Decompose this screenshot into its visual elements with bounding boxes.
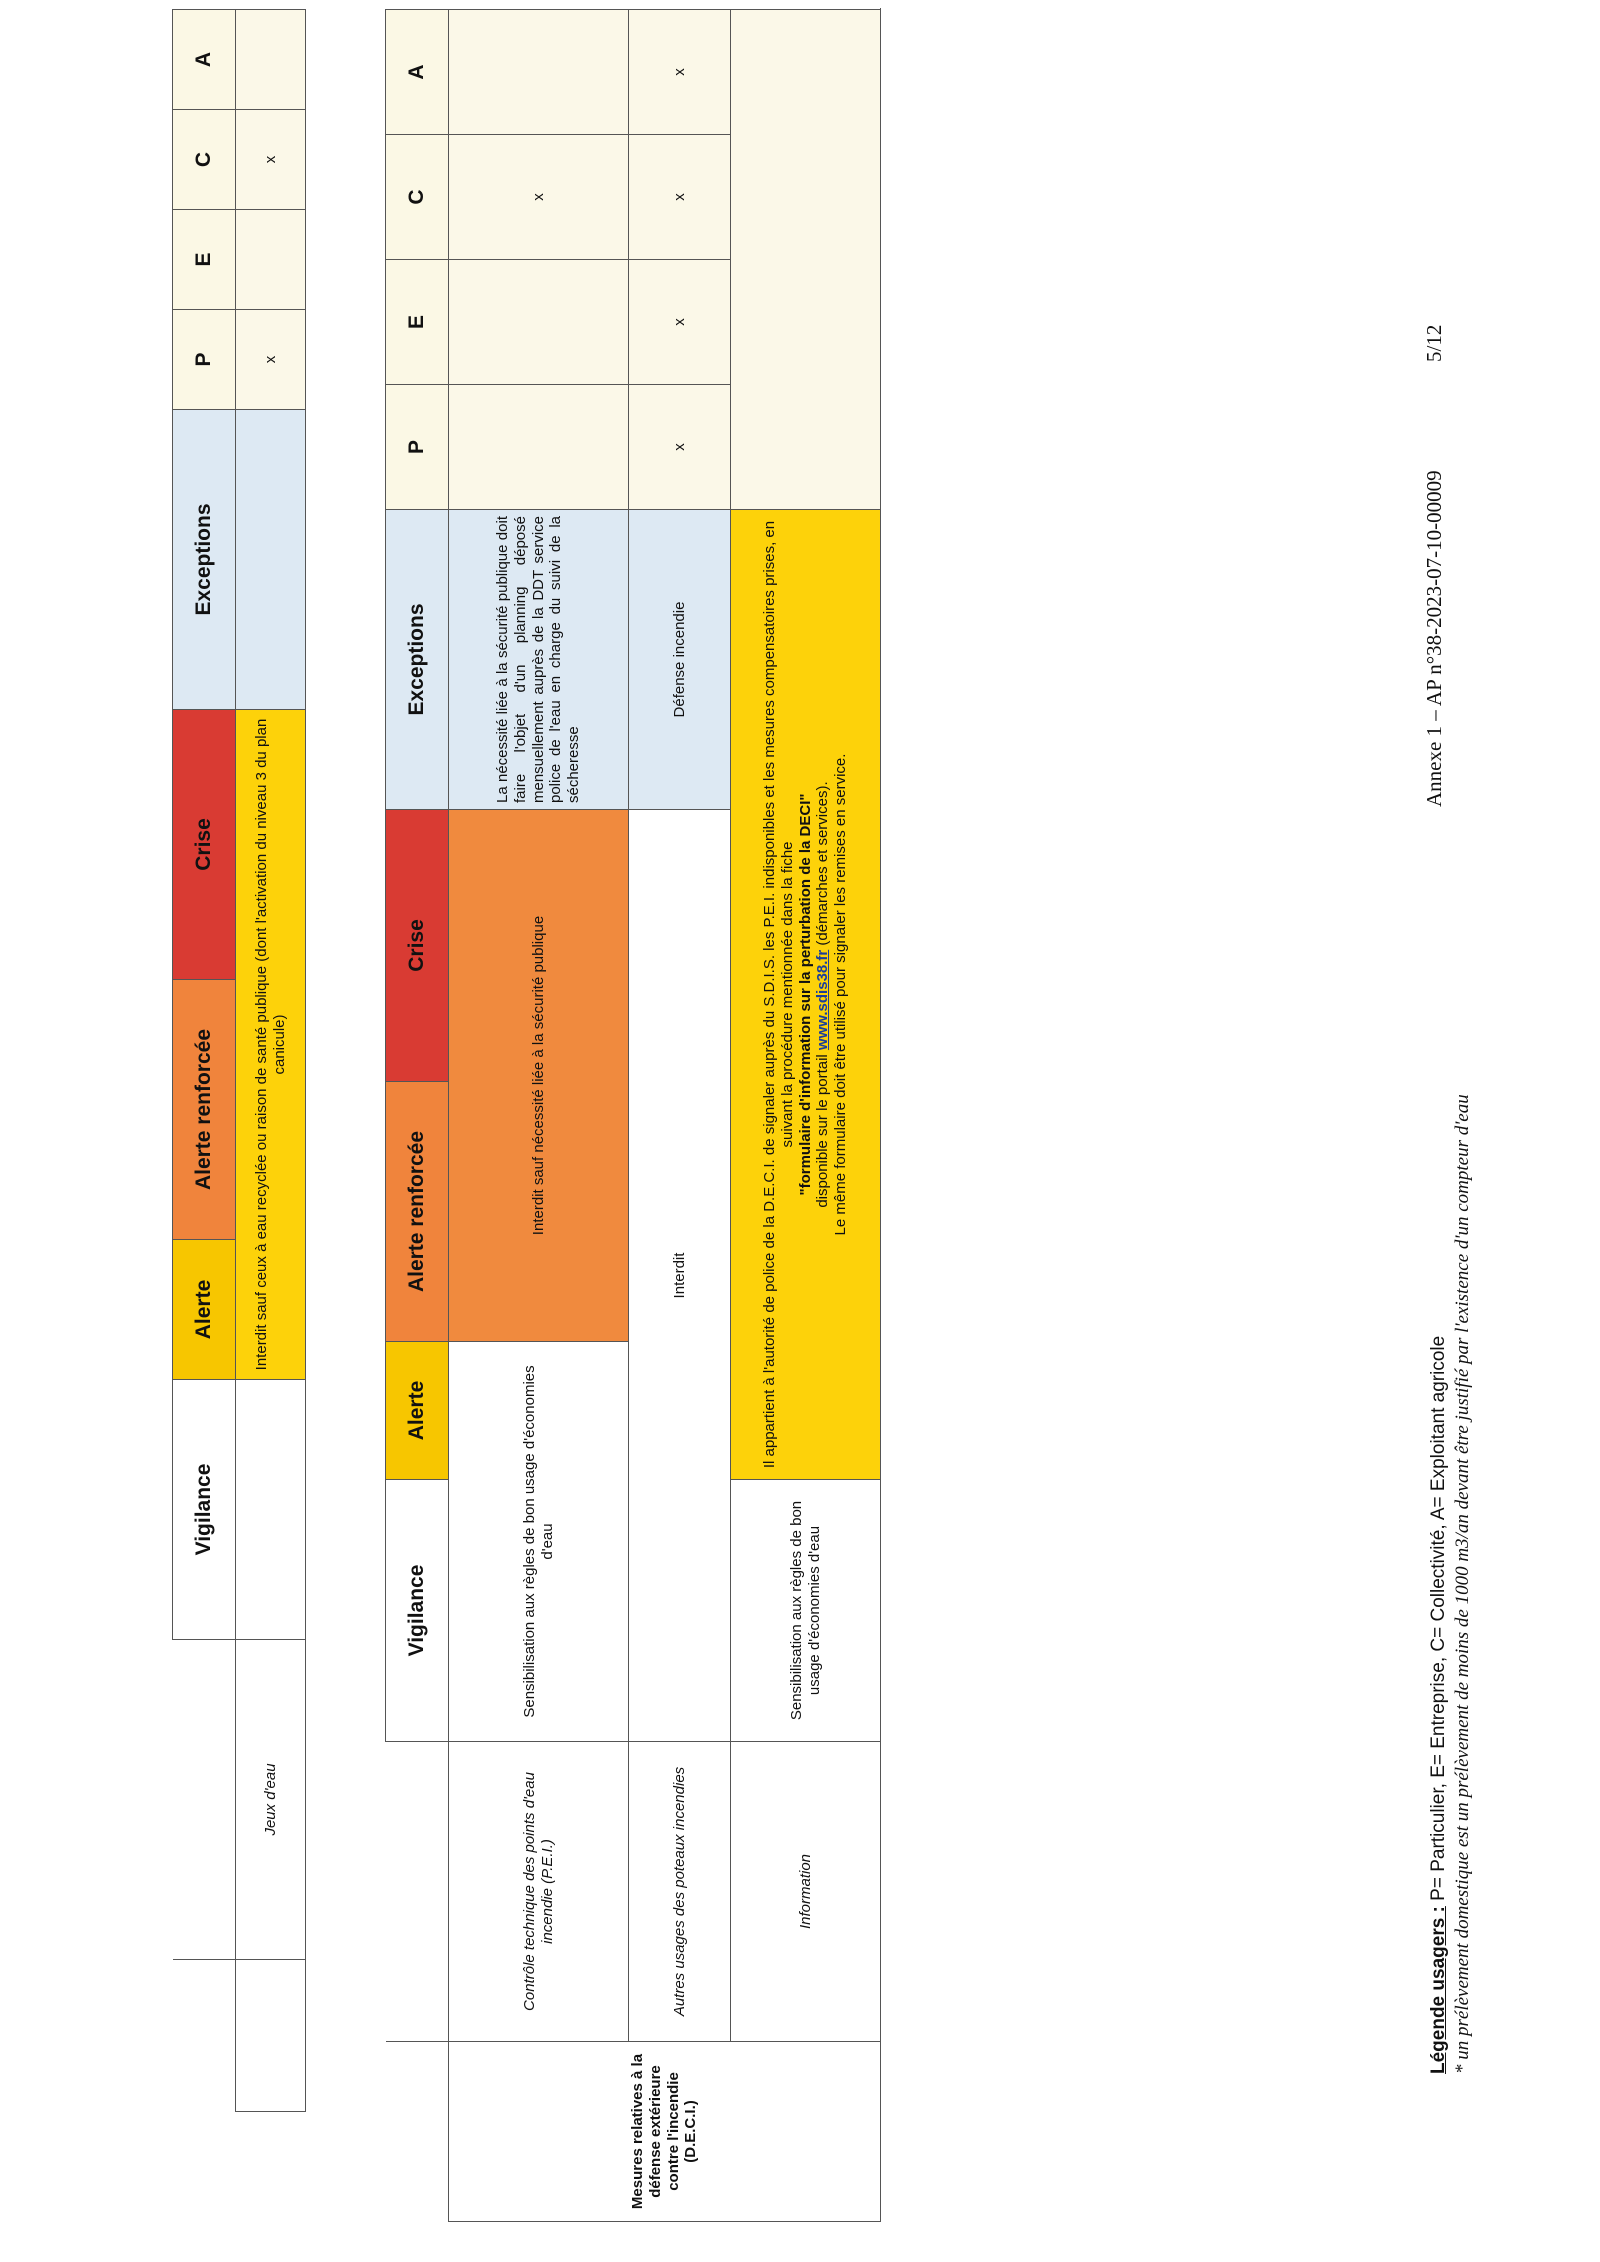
mark-e: x <box>629 260 731 385</box>
mark-p: x <box>236 310 306 410</box>
category-deci: Mesures relatives à la défense extérieure contre l'incendie (D.E.C.I.) <box>449 2042 881 2222</box>
usage-jeux-eau: Jeux d'eau <box>236 1640 306 1960</box>
sdis38-link[interactable]: www.sdis38.fr <box>814 949 832 1051</box>
mark-a <box>449 10 629 135</box>
header-exceptions: Exceptions <box>386 510 449 810</box>
header-exceptions: Exceptions <box>173 410 236 710</box>
info-text-3a: disponible sur le portail <box>814 1054 832 1208</box>
usage-controle-pei: Contrôle technique des points d'eau incendie (P.E.I.) <box>449 1742 629 2042</box>
header-vigilance: Vigilance <box>386 1480 449 1742</box>
header-c: C <box>386 135 449 260</box>
header-alerte-renforcee: Alerte renforcée <box>173 980 236 1240</box>
header-a: A <box>173 10 236 110</box>
header-alerte-renforcee: Alerte renforcée <box>386 1082 449 1342</box>
empty-corner <box>173 1960 236 2112</box>
header-alerte: Alerte <box>173 1240 236 1380</box>
restrictions-table-jeux-eau <box>172 9 306 2112</box>
usage-poteaux-incendies: Autres usages des poteaux incendies <box>629 1742 731 2042</box>
restrictions-table-deci <box>385 9 881 2222</box>
vigilance-cell <box>236 1380 306 1640</box>
exceptions-poteaux: Défense incendie <box>629 510 731 810</box>
mark-a <box>236 10 306 110</box>
empty-exceptions-information <box>731 10 881 510</box>
alerte-crise-poteaux: Interdit <box>629 810 731 1742</box>
vigilance-alerte-controle-pei: Sensibilisation aux règles de bon usage d'économies d'eau <box>449 1342 629 1742</box>
header-e: E <box>386 260 449 385</box>
info-text-4: Le même formulaire doit être utilisé pour signaler les remises en service. <box>832 753 850 1236</box>
usage-information: Information <box>731 1742 881 2042</box>
empty-corner-2 <box>173 1640 236 1960</box>
mark-p <box>449 385 629 510</box>
exceptions-controle-pei: La nécessité liée à la sécurité publique doit faire l'objet d'un planning déposé mensuellement auprès de la DDT service police de l'eau en charge du suivi de la sécheresse <box>449 510 629 810</box>
empty-corner <box>386 2042 449 2222</box>
info-text-1: Il appartient à l'autorité de police de la D.E.C.I. de signaler auprès du S.D.I.S. les P.E.I. indisponibles et les mesures compensatoires prises, en suivant la procédure mentionnée dans la fiche <box>761 520 796 1469</box>
legend-title: Légende usagers : <box>1428 1906 1449 2074</box>
header-p: P <box>173 310 236 410</box>
header-vigilance: Vigilance <box>173 1380 236 1640</box>
header-a: A <box>386 10 449 135</box>
mark-e <box>236 210 306 310</box>
info-text-2: "formulaire d'information sur la perturbation de la DECI" <box>796 793 814 1196</box>
category-cell <box>236 1960 306 2112</box>
exceptions-jeux-eau <box>236 410 306 710</box>
legend-text: P= Particulier, E= Entreprise, C= Collectivité, A= Exploitant agricole <box>1428 1335 1449 1901</box>
header-p: P <box>386 385 449 510</box>
header-crise: Crise <box>173 710 236 980</box>
mark-c: x <box>629 135 731 260</box>
header-crise: Crise <box>386 810 449 1082</box>
mark-p: x <box>629 385 731 510</box>
mark-a: x <box>629 10 731 135</box>
measure-jeux-eau: Interdit sauf ceux à eau recyclée ou raison de santé publique (dont l'activation du niveau 3 du plan canicule) <box>236 710 306 1380</box>
header-alerte: Alerte <box>386 1342 449 1480</box>
empty-corner-2 <box>386 1742 449 2042</box>
header-e: E <box>173 210 236 310</box>
mark-e <box>449 260 629 385</box>
annex-reference: Annexe 1 – AP n°38-2023-07-10-00009 <box>1422 470 1446 807</box>
mark-c: x <box>449 135 629 260</box>
deci-information-text <box>731 510 881 1480</box>
renforcee-crise-controle-pei: Interdit sauf nécessité liée à la sécurité publique <box>449 810 629 1342</box>
info-text-3b: (démarches et services). <box>814 781 832 946</box>
footnote: * un prélèvement domestique est un prélèvement de moins de 1000 m3/an devant être justifié par l'existence d'un compteur d'eau <box>1452 1094 1473 2074</box>
vigilance-information: Sensibilisation aux règles de bon usage d'économies d'eau <box>731 1480 881 1742</box>
page-number: 5/12 <box>1422 324 1446 362</box>
mark-c: x <box>236 110 306 210</box>
header-c: C <box>173 110 236 210</box>
